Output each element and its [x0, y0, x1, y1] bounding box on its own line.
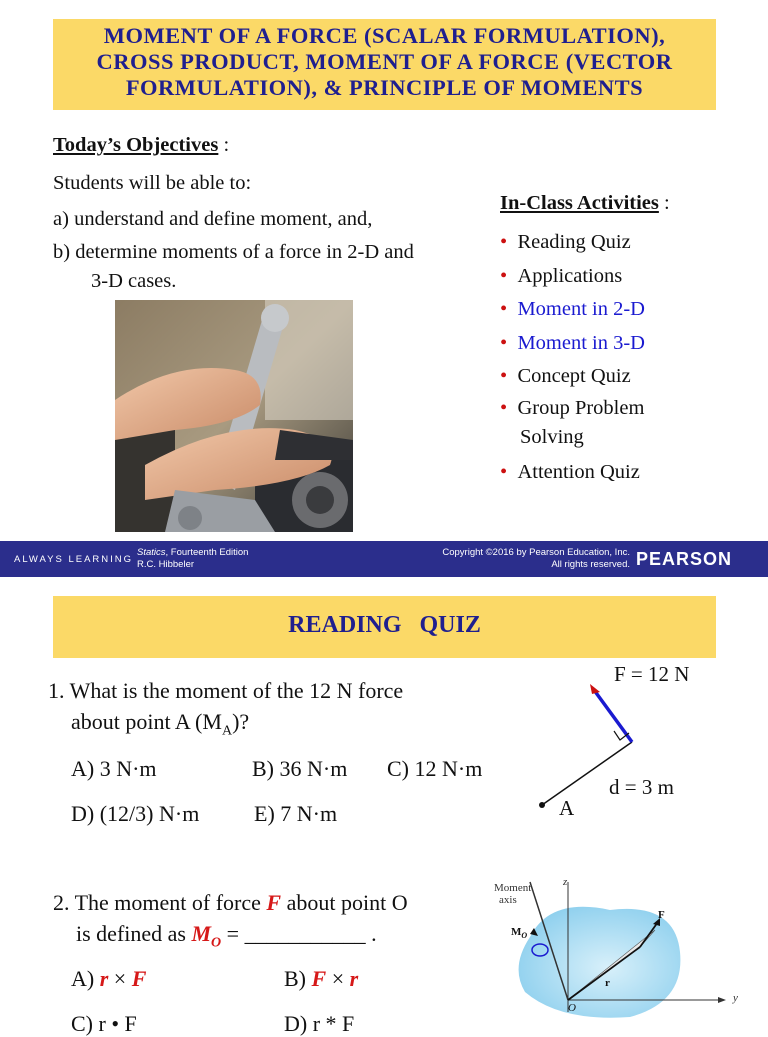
force-arrowhead [590, 684, 600, 694]
activities-heading: In-Class Activities [500, 192, 659, 214]
fig-r-label: r [605, 977, 610, 989]
objectives-heading-row [53, 134, 229, 157]
q2-line2: is defined as $M_O$ = ___________ . [76, 921, 377, 951]
wrench-photo-art [115, 300, 353, 532]
footer-copyright: Copyright ©2016 by Pearson Education, Inc. [442, 547, 630, 558]
objective-b-cont: 3-D cases. [91, 270, 177, 292]
list-item: • Attention Quiz [500, 460, 640, 483]
title-line-1: MOMENT OF A FORCE (SCALAR FORMULATION), [103, 23, 666, 48]
q2-option-c: C) r • F [71, 1011, 137, 1036]
footer-book [137, 547, 248, 571]
q2-line1: 2. The moment of force F about point O [53, 890, 408, 915]
footer-rights: All rights reserved. [551, 559, 630, 570]
list-item: • Group Problem [500, 396, 645, 419]
q1-option-b: B) 36 N·m [252, 756, 348, 781]
objectives-intro: Students will be able to: [53, 172, 252, 194]
activities-list [500, 226, 645, 490]
footer-edition: , Fourteenth Edition [165, 547, 249, 558]
list-item: • Moment in 3-D [500, 331, 645, 354]
objective-text: understand and define moment, and, [74, 208, 373, 230]
list-item: • Reading Quiz [500, 231, 631, 253]
q2-option-d: D) r * F [284, 1011, 355, 1036]
slide1-title [53, 23, 716, 101]
activities-colon: : [664, 192, 670, 214]
objective-marker: b) [53, 241, 71, 263]
footer-copyright-block [420, 547, 630, 571]
list-item: • Moment in 2-D [500, 298, 645, 321]
slide2-title: READING QUIZ [288, 612, 481, 638]
footer-author: R.C. Hibbeler [137, 559, 195, 570]
list-item-cont: Solving [520, 425, 584, 448]
q2-option-a: A) r × F [71, 966, 147, 991]
objective-text: determine moments of a force in 2-D and [75, 241, 414, 263]
title-line-2: CROSS PRODUCT, MOMENT OF A FORCE (VECTOR [96, 49, 673, 74]
objectives-heading: Today’s Objectives [53, 134, 219, 156]
fig-o-label: O [568, 1002, 576, 1014]
fig-mo-label: $M_O$ [511, 926, 528, 941]
q2-option-b: B) F × r [284, 966, 359, 991]
title-line-3: FORMULATION), & PRINCIPLE OF MOMENTS [125, 75, 644, 100]
fig-moment-axis-label: Moment axis [494, 882, 532, 906]
wrench-photo [115, 300, 353, 532]
q1-line2: about point A $(M_A)$? [71, 709, 250, 739]
list-item: • Concept Quiz [500, 365, 631, 388]
y-axis-arrowhead [718, 997, 726, 1003]
fig-distance-label: d = 3 m [609, 775, 674, 799]
force-vector [594, 690, 632, 742]
q1-option-e: E) 7 N·m [254, 801, 338, 826]
point-a-dot [539, 802, 545, 808]
objective-a [53, 208, 372, 231]
q1-option-c: C) 12 N·m [387, 756, 483, 781]
fig-f-label: F [658, 909, 665, 921]
q1-option-d: D) (12/3) N·m [71, 801, 200, 826]
q1-line1: 1. What is the moment of the 12 N force [48, 678, 404, 703]
footer-book-title: Statics [137, 547, 166, 558]
fig-force-label: F = 12 N [614, 662, 690, 686]
footer-bar [0, 541, 768, 577]
objectives-colon: : [223, 134, 230, 156]
fig-y-label: y [733, 992, 738, 1004]
pearson-logo: PEARSON [636, 549, 733, 569]
fig-point-a-label: A [559, 796, 575, 820]
list-item: • Applications [500, 264, 623, 287]
fig-z-label: z [563, 876, 568, 888]
objective-marker: a) [53, 208, 69, 230]
activities-heading-row [500, 192, 670, 215]
objective-b [53, 241, 414, 264]
footer-always-learning: ALWAYS LEARNING [14, 554, 134, 565]
q1-option-a: A) 3 N·m [71, 756, 157, 781]
